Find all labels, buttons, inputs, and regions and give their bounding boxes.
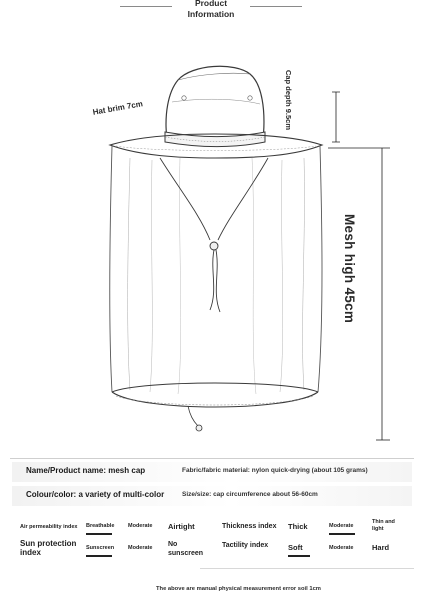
brim-dimension-label: Hat brim 7cm (92, 99, 144, 117)
section-title-line2: Information (187, 9, 235, 19)
footer-divider (200, 568, 414, 569)
tactility-option-moderate: Moderate (329, 545, 354, 551)
thickness-option-moderate: Moderate (329, 523, 354, 529)
sun-option-sunscreen: Sunscreen (86, 545, 115, 551)
spec-row (12, 486, 412, 506)
tactility-option-hard: Hard (372, 543, 390, 552)
air-selected-underline (86, 533, 112, 535)
header-rule-right (250, 6, 302, 7)
section-header (0, 0, 424, 24)
cap-depth-dimension-label: Cap depth 9.5cm (284, 70, 293, 131)
colour-info: Colour/color: a variety of multi-color (26, 490, 165, 499)
air-option-moderate: Moderate (128, 523, 153, 529)
mesh-height-dimension-label: Mesh high 45cm (342, 214, 357, 324)
spec-row (12, 462, 412, 482)
sun-protection-label: Sun protection index (20, 539, 77, 557)
thickness-label: Thickness index (222, 523, 277, 530)
fabric-material: Fabric/fabric material: nylon quick-drying (about 105 grams) (182, 467, 368, 474)
air-permeability-label: Air permeability index (20, 524, 78, 530)
sun-option-no-sunscreen: No sunscreen (168, 541, 204, 557)
air-option-airtight: Airtight (168, 522, 195, 531)
tactility-label: Tactility index (222, 542, 269, 549)
header-rule-left (120, 6, 172, 7)
thickness-option-thin: Thin and light (372, 519, 395, 532)
size-info: Size/size: cap circumference about 56-60cm (182, 491, 318, 498)
tactility-selected-underline (288, 555, 310, 557)
sun-selected-underline (86, 555, 112, 557)
thickness-selected-underline (329, 533, 355, 535)
tactility-option-soft: Soft (288, 543, 303, 552)
index-grid (16, 515, 408, 565)
sun-option-moderate: Moderate (128, 545, 153, 551)
divider (10, 458, 414, 459)
thickness-option-thick: Thick (288, 522, 308, 531)
section-title (172, 0, 250, 20)
air-option-breathable: Breathable (86, 523, 115, 529)
measurement-note: The above are manual physical measurement error soil 1cm (156, 586, 321, 592)
section-title-line1: Product (194, 0, 228, 8)
product-name: Name/Product name: mesh cap (26, 466, 146, 475)
